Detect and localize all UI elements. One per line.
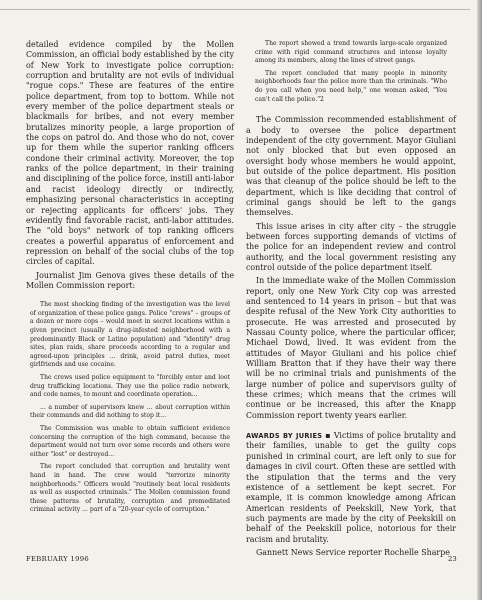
body-paragraph: The Commission recommended establishment of a body to oversee the police department independent of the city government. Mayor Giuliani not only blocked that but even opposed an oversight body whose members he would appoint, but outside of the police department. His position was that cleanup of the police should be left to the department, which is like deciding that control of criminal gangs should be left to the gangs themselves. [246, 115, 456, 218]
top-rule [0, 9, 470, 10]
section-paragraph [246, 431, 456, 545]
page-number: 23 [448, 555, 457, 563]
quote-paragraph: The report concluded that many people in minority neighborhoods fear the police more than the criminals. "Who do you call when you need help," one woman asked, "You can't call the police."2 [255, 69, 447, 103]
quote-paragraph: The report concluded that corruption and brutality went hand in hand. The crew would "terrorize minority neighborhoods." Officers would "routinely beat local residents as well as suspected criminals." The Mollen commission found these patterns of brutality, corruption and premeditated criminal activity ... part of a "20-year cycle of corruption." [30, 463, 230, 514]
body-paragraph: Journalist Jim Genova gives these details of the Mollen Commission report: [26, 270, 234, 290]
quote-paragraph: The report showed a trend towards large-scale organized crime with rigid command structures and intense loyalty among its members, along the lines of street gangs. [255, 40, 447, 65]
body-paragraph: This issue arises in city after city – the struggle between forces supporting demands of victims of the police for an independent review and control authority, and the local government resisting any control outside of the police department itself. [246, 221, 456, 272]
body-paragraph: detailed evidence compiled by the Mollen Commission, an official body established by the city of New York to investigate police corruption: corruption and brutality are not evils of individual "rogue cops." These are features of the entire police department, from top to bottom. While not every member of the police department steals or blackmails for bribes, and not every member brutalizes minority people, a large proportion of the cops on patrol do. And those who do not, cover up for them while the superior ranking officers condone their criminal activity. Moreover, the top ranks of the police department, in their training and disciplining of the police force, instill anti-labor and racist ideology directly or indirectly, emphasizing personal characteristics in accepting or rejecting applicants for officers' jobs. They evidently find favorable racist, anti-labor attitudes. The "old boys" network of top ranking officers creates a powerful apparatus of enforcement and repression on behalf of the social clubs of the top circles of capital. [26, 40, 234, 267]
body-paragraph: In the immediate wake of the Mollen Commission report, only one New York City cop was arrested and sentenced to 14 years in prison – but that was despite refusal of the New York City authorities to prosecute. He was arrested and prosecuted by Nassau County police, where the particular officer, Michael Dowd, lived. It was evident from the attitudes of Mayor Giuliani and his police chief William Bratton that if they have their way there will be no criminal trials and punishments of the large number of police and supervisors guilty of these crimes; which means that the crimes will continue or be increased, this after the Knapp Commission report twenty years earlier. [246, 276, 456, 420]
quote-paragraph: The crews used police equipment to "forcibly enter and loot drug trafficking locations. They use the police radio network, and code names, to mount and coordinate operation... [30, 374, 230, 399]
body-paragraph: Gannett News Service reporter Rochelle Sharpe [256, 547, 450, 557]
left-column [26, 40, 234, 519]
square-bullet-icon: ▪ [325, 431, 331, 441]
quote-paragraph: ... a number of supervisors knew ... about corruption within their commands and did nothing to stop it... [30, 403, 230, 420]
page-edge [477, 0, 482, 600]
section-text: Victims of police brutality and their families, unable to get the guilty cops punished in criminal court, are left only to sue for damages in civil court. Often these are settled with the stipulation that the terms and the very existence of a settlement be kept secret. For example, it is common knowledge among African American residents of Peekskill, New York, that such payments are made by the city of Peekskill on behalf of the Peekskill police, notorious for their racism and brutality. [246, 431, 457, 544]
right-column [246, 40, 456, 561]
quote-paragraph: The most shocking finding of the investigation was the level of organization of these police gangs. Police "crews" – groups of a dozen or more cops – would meet in secret locations within a given precinct (usually a drug-infested neighborhood with a predominantly Black or Latino population) and "identify" drug sites, plan raids, share proceeds according to a regular and agreed-upon principles ... drink, avoid patrol duties, meet girlfriends and use cocaine. [30, 301, 230, 369]
quote-paragraph: The Commission was unable to obtain sufficient evidence concerning the corruption of the high command, because the department would not turn over some records and others were either "lost" or destroyed... [30, 424, 230, 458]
issue-date: FEBRUARY 1996 [26, 555, 89, 563]
section-heading: AWARDS BY JURIES [246, 432, 323, 441]
